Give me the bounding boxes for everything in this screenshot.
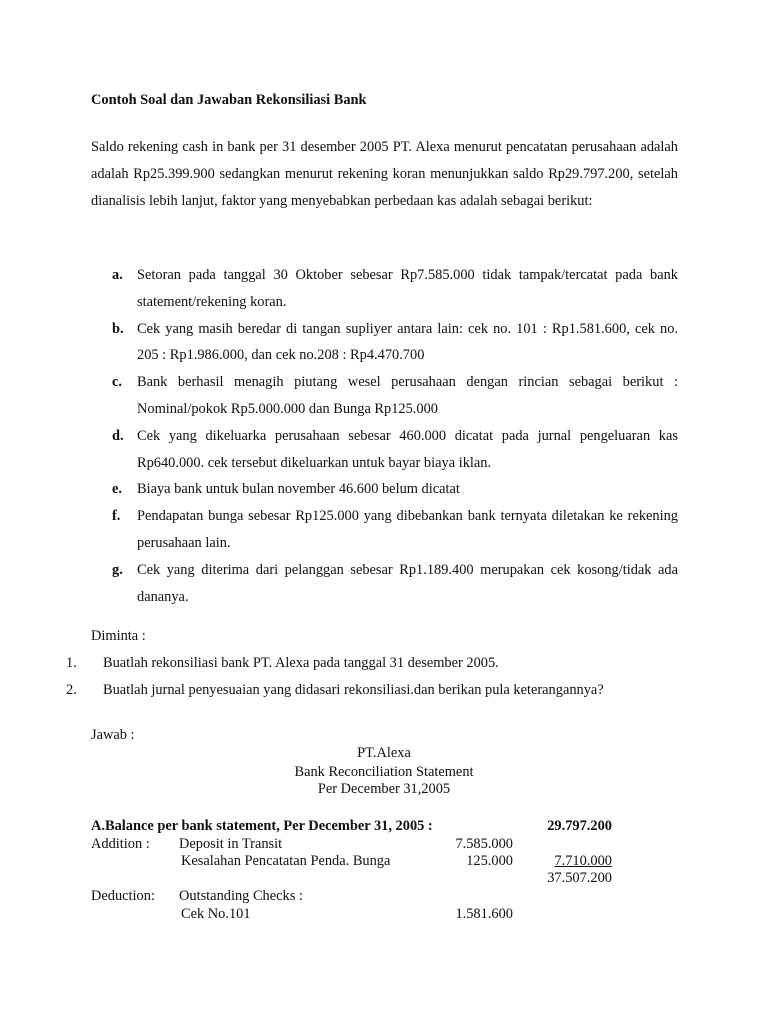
- deduction-1-value: 1.581.600: [455, 906, 513, 922]
- list-item: [112, 423, 678, 477]
- list-item-letter: d.: [112, 427, 124, 444]
- addition-2-value: 125.000: [466, 853, 513, 869]
- task-number: 2.: [66, 682, 77, 698]
- list-item-text: Bank berhasil menagih piutang wesel perusahaan dengan rincian sebagai berikut : Nominal/pokok Rp5.000.000 dan Bunga Rp125.000: [137, 374, 678, 417]
- list-item-text: Setoran pada tanggal 30 Oktober sebesar Rp7.585.000 tidak tampak/tercatat pada bank statement/rekening koran.: [137, 267, 678, 310]
- task-item: [66, 682, 604, 699]
- list-item: [112, 476, 678, 503]
- jawab-label: Jawab :: [91, 727, 135, 743]
- list-item: [112, 316, 678, 370]
- balance-label: A.Balance per bank statement, Per December 31, 2005 :: [91, 818, 433, 834]
- statement-name: Bank Reconciliation Statement: [294, 764, 474, 780]
- document-title: Contoh Soal dan Jawaban Rekonsiliasi Bank: [91, 92, 367, 108]
- list-item-letter: a.: [112, 267, 123, 283]
- deduction-label: Deduction:: [91, 888, 155, 904]
- addition-total: 7.710.000: [554, 853, 612, 869]
- list-item-text: Biaya bank untuk bulan november 46.600 belum dicatat: [137, 481, 460, 498]
- list-item: [112, 262, 678, 316]
- list-item: [112, 557, 678, 611]
- list-item: [112, 503, 678, 557]
- list-item-letter: c.: [112, 374, 122, 391]
- list-item-letter: b.: [112, 320, 124, 337]
- list-item-letter: e.: [112, 481, 122, 498]
- diminta-label: Diminta :: [91, 628, 146, 644]
- deduction-1-desc: Cek No.101: [181, 906, 251, 922]
- addition-1-value: 7.585.000: [455, 836, 513, 852]
- list-item-text: Cek yang masih beredar di tangan supliyer antara lain: cek no. 101 : Rp1.581.600, cek no. 205 : Rp1.986.000, dan cek no.208 : Rp4.470.700: [137, 320, 678, 364]
- list-item-text: Cek yang diterima dari pelanggan sebesar Rp1.189.400 merupakan cek kosong/tidak ada dananya.: [137, 561, 678, 605]
- addition-2-desc: Kesalahan Pencatatan Penda. Bunga: [181, 853, 391, 869]
- subtotal-value: 37.507.200: [547, 870, 612, 886]
- factor-list: [112, 262, 678, 610]
- deduction-heading: Outstanding Checks :: [179, 888, 303, 904]
- task-text: Buatlah jurnal penyesuaian yang didasari rekonsiliasi.dan berikan pula keterangannya?: [103, 682, 604, 698]
- addition-1-desc: Deposit in Transit: [179, 836, 283, 852]
- list-item-text: Pendapatan bunga sebesar Rp125.000 yang dibebankan bank ternyata diletakan ke rekening perusahaan lain.: [137, 508, 678, 551]
- intro-paragraph: Saldo rekening cash in bank per 31 desember 2005 PT. Alexa menurut pencatatan perusahaan adalah adalah Rp25.399.900 sedangkan menurut rekening koran menunjukkan saldo Rp29.797.200, setelah dianalisis lebih lanjut, faktor yang menyebabkan perbedaan kas adalah sebagai berikut:: [91, 139, 678, 209]
- task-number: 1.: [66, 655, 77, 671]
- list-item-text: Cek yang dikeluarka perusahaan sebesar 460.000 dicatat pada jurnal pengeluaran kas Rp640.000. cek tersebut dikeluarkan untuk bayar biaya iklan.: [137, 427, 678, 471]
- balance-value: 29.797.200: [547, 818, 612, 834]
- addition-label: Addition :: [91, 836, 150, 852]
- list-item-letter: g.: [112, 561, 123, 578]
- list-item: [112, 369, 678, 423]
- statement-date: Per December 31,2005: [317, 781, 451, 797]
- list-item-letter: f.: [112, 508, 121, 525]
- task-item: [66, 655, 499, 672]
- statement-company: PT.Alexa: [357, 745, 411, 761]
- task-text: Buatlah rekonsiliasi bank PT. Alexa pada tanggal 31 desember 2005.: [103, 655, 499, 671]
